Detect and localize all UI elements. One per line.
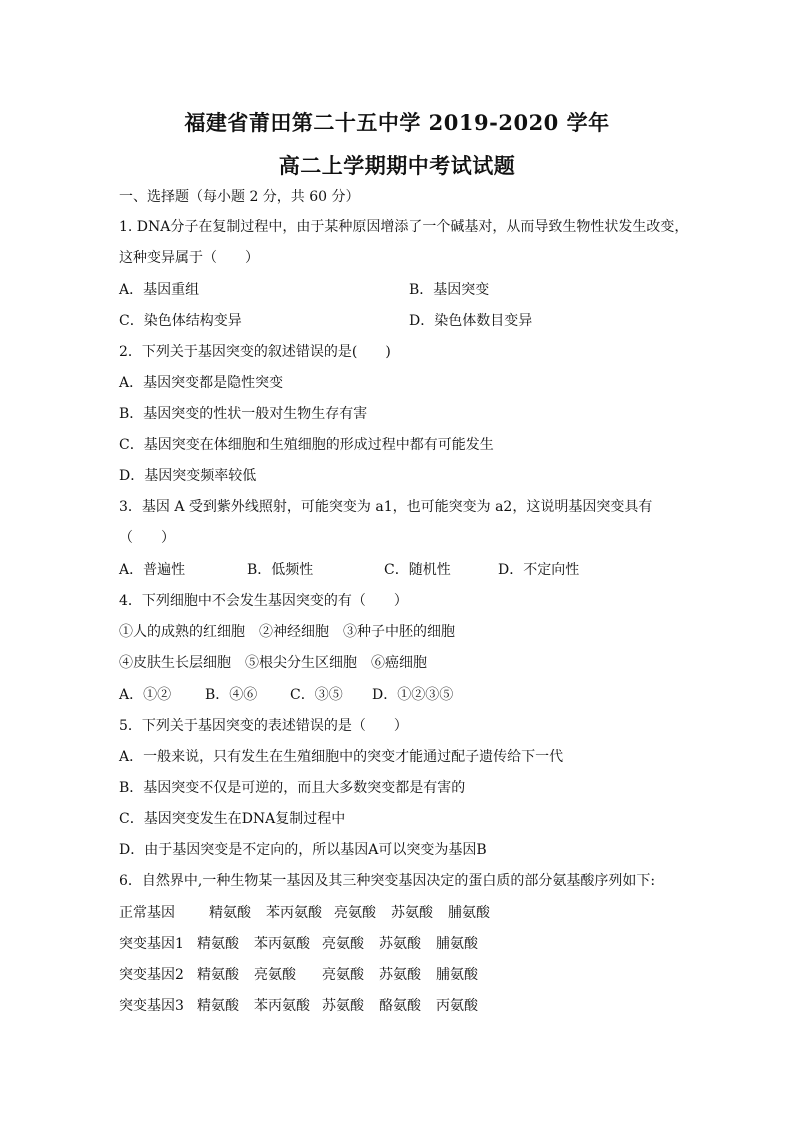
q3-option-a: A．普遍性 xyxy=(119,562,186,578)
q4-items-line2: ④皮肤生长层细胞 ⑤根尖分生区细胞 ⑥癌细胞 xyxy=(119,655,427,671)
q3-option-b: B．低频性 xyxy=(247,562,314,578)
q6-row-label: 突变基因2 xyxy=(119,967,184,983)
exam-title-line1: 福建省莆田第二十五中学 2019-2020 学年 xyxy=(184,110,610,135)
q6-amino-acid: 亮氨酸 xyxy=(334,905,376,921)
q6-row-label: 突变基因3 xyxy=(119,998,184,1014)
q6-stem: 6．自然界中,一种生物某一基因及其三种突变基因决定的蛋白质的部分氨基酸序列如下: xyxy=(119,873,656,889)
q5-option-b: B．基因突变不仅是可逆的，而且大多数突变都是有害的 xyxy=(119,780,466,796)
q5-option-a: A．一般来说，只有发生在生殖细胞中的突变才能通过配子遗传给下一代 xyxy=(119,749,564,765)
q2-option-c: C．基因突变在体细胞和生殖细胞的形成过程中都有可能发生 xyxy=(119,437,494,453)
q6-amino-acid: 丙氨酸 xyxy=(436,998,478,1014)
q5-stem: 5．下列关于基因突变的表述错误的是（ ） xyxy=(119,718,408,734)
q6-amino-acid: 脯氨酸 xyxy=(448,905,490,921)
q6-row-normal xyxy=(119,904,490,922)
q6-amino-acid: 苏氨酸 xyxy=(322,998,364,1014)
q1-option-b: B．基因突变 xyxy=(409,282,490,298)
q5-option-c: C．基因突变发生在DNA复制过程中 xyxy=(119,811,346,827)
q6-row-label: 正常基因 xyxy=(119,905,175,921)
q3-option-d: D．不定向性 xyxy=(498,562,580,578)
q6-amino-acid: 精氨酸 xyxy=(209,905,251,921)
q3-option-c: C．随机性 xyxy=(384,562,451,578)
q6-amino-acid: 精氨酸 xyxy=(197,967,239,983)
q1-option-a: A．基因重组 xyxy=(119,282,200,298)
q1-option-c: C．染色体结构变异 xyxy=(119,313,242,329)
q2-option-b: B．基因突变的性状一般对生物生存有害 xyxy=(119,406,368,422)
q4-items-line1: ①人的成熟的红细胞 ②神经细胞 ③种子中胚的细胞 xyxy=(119,624,455,640)
q4-option-d: D．①②③⑤ xyxy=(372,687,454,703)
q6-amino-acid: 苏氨酸 xyxy=(391,905,433,921)
q3-stem-line2: （ ） xyxy=(119,530,175,546)
q6-amino-acid: 酪氨酸 xyxy=(379,998,421,1014)
q6-amino-acid: 脯氨酸 xyxy=(436,936,478,952)
q1-option-d: D．染色体数目变异 xyxy=(409,313,533,329)
q4-option-c: C．③⑤ xyxy=(290,687,343,703)
q6-amino-acid: 脯氨酸 xyxy=(436,967,478,983)
q3-stem-line1: 3．基因 A 受到紫外线照射，可能突变为 a1，也可能突变为 a2，这说明基因突变具有 xyxy=(119,499,653,515)
q6-amino-acid: 精氨酸 xyxy=(197,998,239,1014)
q4-option-b: B．④⑥ xyxy=(205,687,258,703)
q6-amino-acid: 苏氨酸 xyxy=(379,936,421,952)
q2-option-a: A．基因突变都是隐性突变 xyxy=(119,375,284,391)
exam-title-line2: 高二上学期期中考试试题 xyxy=(278,153,516,178)
q6-row-mutant1 xyxy=(119,935,478,953)
q1-stem-line2: 这种变异属于（ ） xyxy=(119,250,259,266)
q6-row-mutant2 xyxy=(119,966,478,984)
q2-stem: 2．下列关于基因突变的叙述错误的是( ) xyxy=(119,344,391,360)
section-heading: 一、选择题（每小题 2 分，共 60 分） xyxy=(119,189,360,205)
q6-row-label: 突变基因1 xyxy=(119,936,184,952)
q4-option-a: A．①② xyxy=(119,687,172,703)
q6-amino-acid: 苯丙氨酸 xyxy=(254,998,310,1014)
q5-option-d: D．由于基因突变是不定向的，所以基因A可以突变为基因B xyxy=(119,842,487,858)
q6-amino-acid: 亮氨酸 xyxy=(322,936,364,952)
q4-stem: 4．下列细胞中不会发生基因突变的有（ ） xyxy=(119,593,408,609)
q6-amino-acid: 苯丙氨酸 xyxy=(254,936,310,952)
q6-amino-acid: 苏氨酸 xyxy=(379,967,421,983)
q2-option-d: D．基因突变频率较低 xyxy=(119,468,257,484)
q1-stem-line1: 1. DNA分子在复制过程中，由于某种原因增添了一个碱基对，从而导致生物性状发生改变， xyxy=(119,219,689,235)
q6-row-mutant3 xyxy=(119,997,478,1015)
q6-amino-acid: 苯丙氨酸 xyxy=(266,905,322,921)
q6-amino-acid: 亮氨酸 xyxy=(322,967,364,983)
q6-amino-acid: 亮氨酸 xyxy=(254,967,296,983)
q6-amino-acid: 精氨酸 xyxy=(197,936,239,952)
